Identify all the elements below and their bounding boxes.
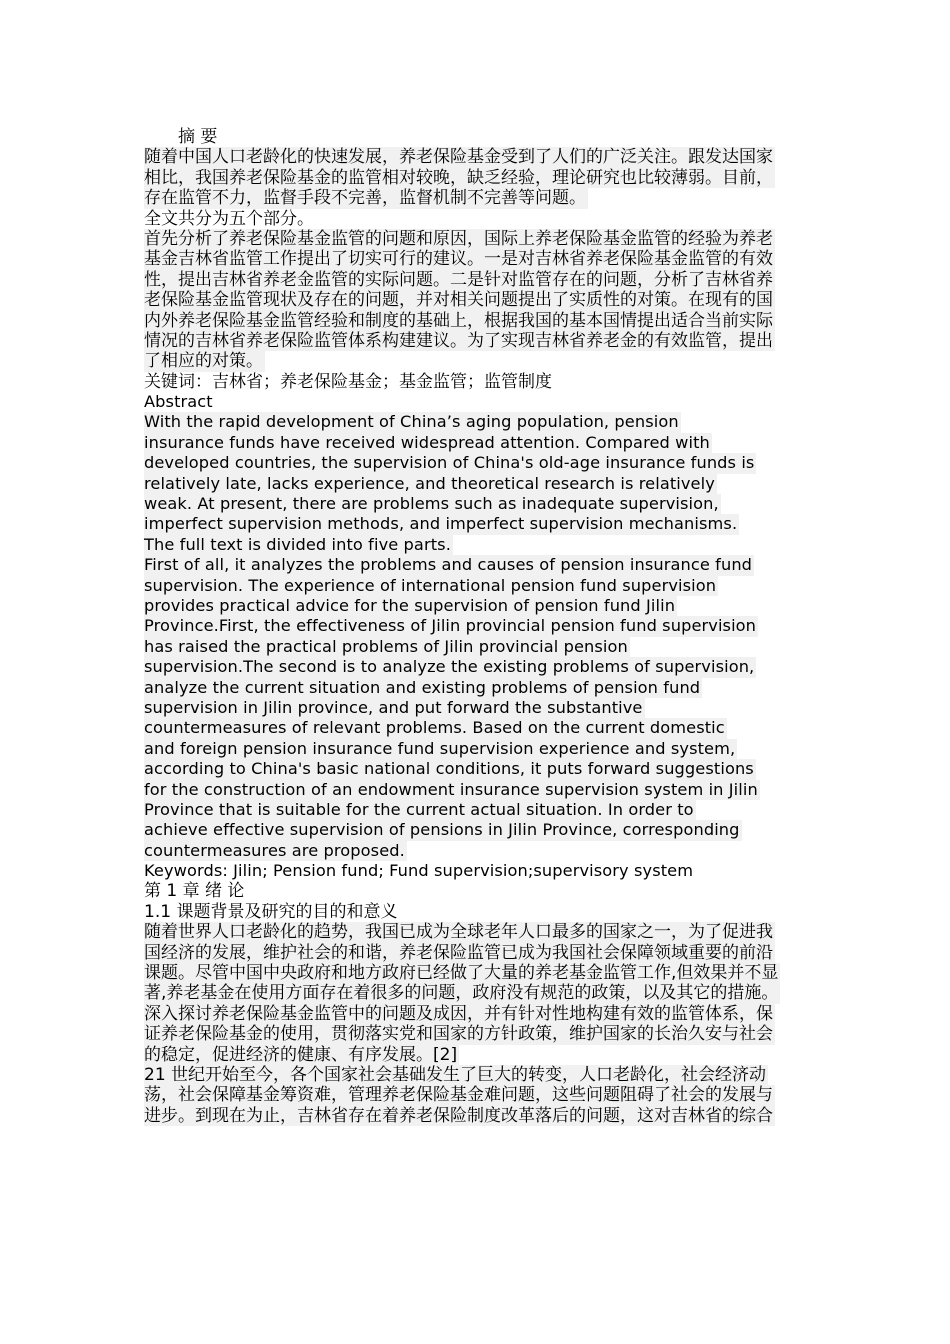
- body-line: 21 世纪开始至今，各个国家社会基础发生了巨大的转变，人口老龄化，社会经济动: [144, 1064, 767, 1085]
- abstract-heading: 摘 要: [178, 127, 218, 147]
- en-abstract-line: First of all, it analyzes the problems and causes of pension insurance fund: [144, 555, 753, 575]
- en-abstract-line: supervision in Jilin province, and put forward the substantive: [144, 697, 643, 717]
- body-line: 课题。尽管中国中央政府和地方政府已经做了大量的养老基金监管工作,但效果并不显: [144, 963, 779, 984]
- body-line: 证养老保险基金的使用，贯彻落实党和国家的方针政策，维护国家的长治久安与社会: [144, 1024, 773, 1045]
- zh-abstract-line: 了相应的对策。: [144, 351, 263, 372]
- en-abstract-line: provides practical advice for the supervision of pension fund Jilin: [144, 595, 676, 615]
- en-abstract-line: for the construction of an endowment insurance supervision system in Jilin: [144, 779, 758, 799]
- en-abstract-line: insurance funds have received widespread attention. Compared with: [144, 432, 710, 452]
- body-line: 进步。到现在为止，吉林省存在着养老保险制度改革落后的问题，这对吉林省的综合: [144, 1105, 773, 1126]
- en-abstract-line: and foreign pension insurance fund supervision experience and system,: [144, 738, 736, 758]
- body-line: 荡，社会保障基金筹资难，管理养老保险基金难问题，这些问题阻碍了社会的发展与: [144, 1085, 773, 1106]
- en-abstract-line: analyze the current situation and existing problems of pension fund: [144, 677, 701, 697]
- en-abstract-line: Province.First, the effectiveness of Jilin provincial pension fund supervision: [144, 616, 757, 636]
- zh-abstract-line: 存在监管不力，监督手段不完善，监督机制不完善等问题。: [144, 188, 586, 209]
- zh-abstract-line: 内外养老保险基金监管经验和制度的基础上，根据我国的基本国情提出适合当前实际: [144, 310, 773, 331]
- en-abstract-line: supervision.The second is to analyze the existing problems of supervision,: [144, 657, 755, 677]
- chapter-title: 第 1 章 绪 论: [144, 881, 245, 902]
- zh-abstract-line: 首先分析了养老保险基金监管的问题和原因，国际上养老保险基金监管的经验为养老: [144, 228, 773, 249]
- en-abstract-heading: Abstract: [144, 392, 213, 412]
- en-abstract-line: The full text is divided into five parts.: [144, 534, 451, 554]
- en-abstract-line: countermeasures are proposed.: [144, 840, 405, 860]
- en-abstract-line: weak. At present, there are problems such as inadequate supervision,: [144, 494, 719, 514]
- body-line: 国经济的发展，维护社会的和谐，养老保险监管已成为我国社会保障领域重要的前沿: [144, 942, 773, 963]
- zh-abstract-line: 相比，我国养老保险基金的监管相对较晚，缺乏经验，理论研究也比较薄弱。目前，: [144, 167, 773, 188]
- en-keywords: Keywords: Jilin; Pension fund; Fund supervision;supervisory system: [144, 861, 694, 881]
- zh-abstract-line: 基金吉林省监管工作提出了切实可行的建议。一是对吉林省养老保险基金监管的有效: [144, 249, 773, 270]
- en-abstract-line: supervision. The experience of international pension fund supervision: [144, 575, 717, 595]
- en-abstract-line: Province that is suitable for the current actual situation. In order to: [144, 799, 694, 819]
- zh-abstract-line: 性，提出吉林省养老金监管的实际问题。二是针对监管存在的问题，分析了吉林省养: [144, 269, 773, 290]
- en-abstract-line: relatively late, lacks experience, and theoretical research is relatively: [144, 473, 715, 493]
- zh-abstract-line: 情况的吉林省养老保险监管体系构建建议。为了实现吉林省养老金的有效监管，提出: [144, 330, 773, 351]
- en-abstract-line: according to China's basic national conditions, it puts forward suggestions: [144, 759, 754, 779]
- zh-keywords: 关键词：吉林省；养老保险基金；基金监管；监管制度: [144, 371, 552, 392]
- section-title: 1.1 课题背景及研究的目的和意义: [144, 901, 398, 922]
- en-abstract-line: With the rapid development of China’s aging population, pension: [144, 412, 679, 432]
- en-abstract-line: imperfect supervision methods, and imperfect supervision mechanisms.: [144, 514, 738, 534]
- zh-abstract-line: 随着中国人口老龄化的快速发展，养老保险基金受到了人们的广泛关注。跟发达国家: [144, 147, 773, 168]
- en-abstract-line: achieve effective supervision of pensions in Jilin Province, corresponding: [144, 820, 740, 840]
- document-page: [144, 127, 808, 1126]
- body-line: 深入探讨养老保险基金监管中的问题及成因，并有针对性地构建有效的监管体系，保: [144, 1003, 773, 1024]
- zh-abstract-parts: 全文共分为五个部分。: [144, 208, 314, 229]
- body-line: 随着世界人口老龄化的趋势，我国已成为全球老年人口最多的国家之一，为了促进我: [144, 922, 773, 943]
- body-line: 著,养老基金在使用方面存在着很多的问题，政府没有规范的政策，以及其它的措施。: [144, 983, 779, 1004]
- en-abstract-line: developed countries, the supervision of China's old-age insurance funds is: [144, 453, 755, 473]
- en-abstract-line: has raised the practical problems of Jilin provincial pension: [144, 636, 628, 656]
- body-line: 的稳定，促进经济的健康、有序发展。[2]: [144, 1044, 458, 1065]
- zh-abstract-line: 老保险基金监管现状及存在的问题，并对相关问题提出了实质性的对策。在现有的国: [144, 290, 773, 311]
- en-abstract-line: countermeasures of relevant problems. Based on the current domestic: [144, 718, 725, 738]
